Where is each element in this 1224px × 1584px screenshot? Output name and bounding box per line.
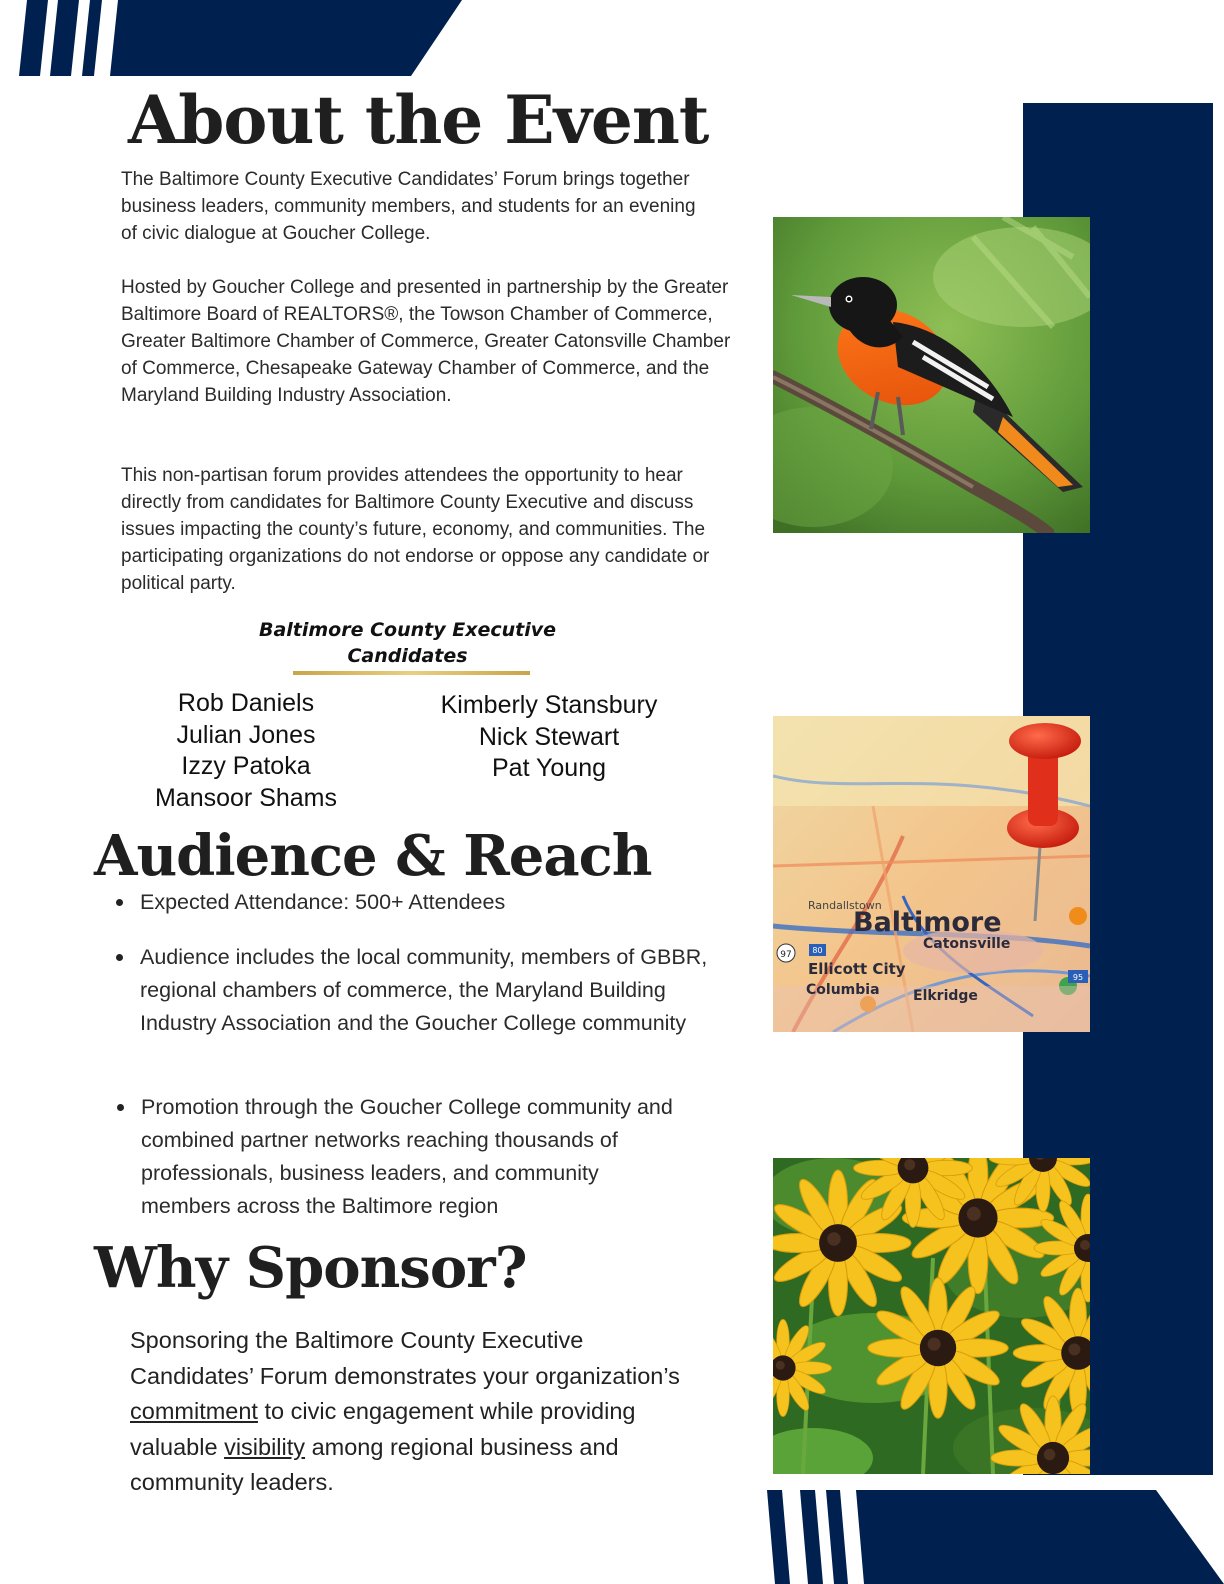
audience-bullet-list [117, 1091, 687, 1223]
route-marker-97: 97 [780, 950, 792, 960]
baltimore-map-photo [773, 716, 1090, 1032]
commitment-link[interactable]: commitment [130, 1398, 258, 1424]
list-item: Expected Attendance: 500+ Attendees [116, 886, 716, 919]
candidate-name: Rob Daniels [177, 689, 315, 717]
map-label-catonsville: Catonsville [923, 936, 1011, 952]
audience-bullet-list [116, 941, 716, 1040]
candidates-heading: Baltimore County Executive Candidates [258, 619, 557, 667]
visibility-link[interactable]: visibility [224, 1433, 306, 1460]
candidate-name: Izzy Patoka [181, 752, 311, 780]
why-sponsor-paragraph [130, 1323, 710, 1501]
about-paragraph-3: This non-partisan forum provides attendees the opportunity to hear directly from candidates for Baltimore County Executive and discuss issues impacting the county’s future, economy, and communities. The participating organizations do not endorse or oppose any candidate or political party. [121, 465, 710, 594]
gold-divider [293, 671, 530, 675]
map-label-randallstown: Randallstown [808, 899, 882, 912]
audience-title: Audience & Reach [94, 823, 652, 889]
map-label-elkridge: Elkridge [913, 988, 978, 1004]
route-marker-80: 80 [812, 946, 823, 955]
map-label-baltimore: Baltimore [853, 907, 1002, 938]
why-sponsor-title: Why Sponsor? [94, 1235, 527, 1301]
candidate-name: Kimberly Stansbury [440, 691, 658, 719]
about-paragraph-2: Hosted by Goucher College and presented in partnership by the Greater Baltimore Board of REALTORS®, the Towson Chamber of Commerce, Greater Baltimore Chamber of Commerce, Greater Catonsville Chamber of Commerce, Chesapeake Gateway Chamber of Commerce, and the Maryland Building Industry Association. [121, 277, 731, 406]
about-paragraph-1: The Baltimore County Executive Candidates’ Forum brings together business leaders, community members, and students for an evening of civic dialogue at Goucher College. [121, 169, 696, 244]
top-banner-decoration [0, 0, 470, 76]
why-text-2: to civic engagement while providing valuable [130, 1398, 636, 1460]
candidates-column-1 [116, 688, 376, 814]
about-title: About the Event [128, 81, 709, 159]
candidate-name: Mansoor Shams [154, 783, 338, 812]
black-eyed-susan-photo [773, 1158, 1090, 1474]
list-item: Audience includes the local community, members of GBBR, regional chambers of commerce, the Maryland Building Industry Association and the Goucher College community [116, 941, 716, 1040]
audience-bullet-list [116, 886, 716, 919]
candidate-name: Pat Young [491, 754, 606, 782]
map-label-columbia: Columbia [806, 982, 880, 998]
route-marker-95: 95 [1072, 973, 1084, 982]
oriole-photo [773, 217, 1090, 533]
why-text-1: Sponsoring the Baltimore County Executive Candidates’ Forum demonstrates your organization’s [130, 1327, 680, 1389]
map-label-ellicott-city: Ellicott City [808, 960, 906, 978]
bottom-banner-decoration [760, 1490, 1224, 1584]
candidate-name: Julian Jones [176, 720, 316, 749]
candidate-name: Nick Stewart [478, 722, 620, 751]
list-item: Promotion through the Goucher College community and combined partner networks reaching thousands of professionals, business leaders, and community members across the Baltimore region [117, 1091, 687, 1223]
why-text-3: among regional business and community leaders. [130, 1433, 619, 1495]
candidates-column-2 [409, 690, 689, 785]
